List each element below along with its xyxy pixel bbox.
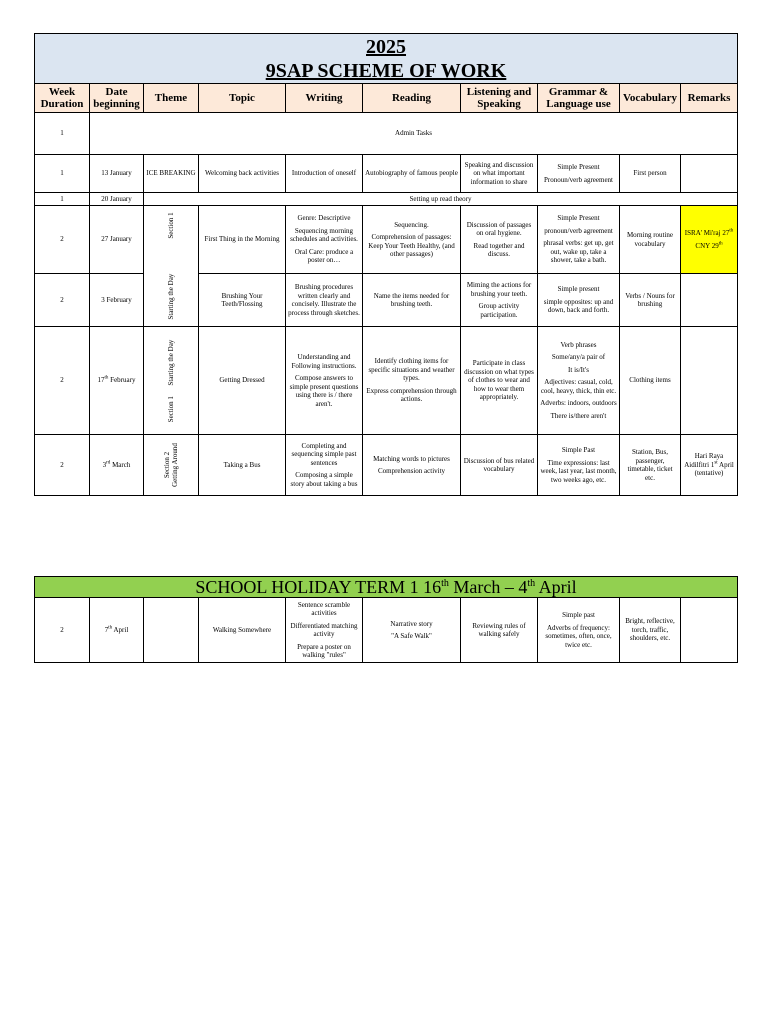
reading-item: "A Safe Walk" bbox=[391, 632, 432, 640]
holiday-text: SCHOOL HOLIDAY TERM 1 16 bbox=[195, 577, 442, 597]
theme-vertical-label bbox=[167, 212, 175, 319]
header-week: Week Duration bbox=[35, 84, 90, 113]
header-row bbox=[35, 84, 738, 113]
vocabulary-cell: Station, Bus, passenger, timetable, ticket etc. bbox=[620, 435, 681, 496]
remark-text: CNY 29 bbox=[695, 241, 719, 250]
date-suffix: rd bbox=[106, 460, 111, 466]
grammar-item: Time expressions: last week, last year, last month, two weeks ago, etc. bbox=[540, 458, 617, 484]
reading-cell: Autobiography of famous people bbox=[363, 155, 461, 193]
reading-item: Identify clothing items for specific situations and weather types. bbox=[368, 357, 455, 383]
vocabulary-cell: Verbs / Nouns for brushing bbox=[620, 274, 681, 327]
grammar-item: Simple Present bbox=[557, 214, 600, 223]
theme-vertical-label bbox=[167, 339, 175, 422]
header-grammar: Grammar & Language use bbox=[538, 84, 620, 113]
table-row bbox=[35, 193, 738, 206]
grammar-item: pronoun/verb agreement bbox=[544, 226, 613, 235]
grammar-item: There is/there aren't bbox=[550, 411, 607, 420]
date-suffix: th bbox=[108, 625, 113, 631]
date-cell: 3 February bbox=[90, 274, 144, 327]
vocabulary-cell: First person bbox=[620, 155, 681, 193]
date-cell bbox=[90, 435, 144, 496]
header-theme: Theme bbox=[144, 84, 199, 113]
remark-sup: st bbox=[714, 460, 718, 466]
holiday-text: April bbox=[535, 577, 577, 597]
writing-item: Prepare a poster on walking "rules" bbox=[297, 642, 351, 659]
topic-cell: Walking Somewhere bbox=[199, 598, 286, 663]
week-cell: 1 bbox=[35, 193, 90, 206]
topic-cell: Taking a Bus bbox=[199, 435, 286, 496]
listening-cell bbox=[461, 274, 538, 327]
theme-section: Section 2 bbox=[163, 451, 171, 479]
writing-item: Composing a simple story about taking a bus bbox=[290, 471, 358, 488]
topic-cell: Welcoming back activities bbox=[199, 155, 286, 193]
listening-cell bbox=[461, 206, 538, 274]
week-cell: 2 bbox=[35, 327, 90, 435]
writing-cell: Introduction of oneself bbox=[286, 155, 363, 193]
grammar-cell bbox=[538, 435, 620, 496]
theme-separator bbox=[167, 387, 175, 394]
grammar-item: Simple present bbox=[557, 285, 600, 294]
theme-separator bbox=[167, 240, 175, 272]
admin-tasks-cell: Admin Tasks bbox=[90, 113, 738, 155]
document-year: 2025 bbox=[366, 35, 407, 58]
grammar-cell bbox=[538, 206, 620, 274]
reading-item: Matching words to pictures bbox=[373, 454, 450, 463]
header-reading: Reading bbox=[363, 84, 461, 113]
listening-item: Miming the actions for brushing your teeth. bbox=[466, 281, 532, 298]
writing-item: Completing and sequencing simple past sentences bbox=[291, 441, 357, 467]
reading-item: Sequencing. bbox=[394, 220, 429, 229]
document-title-cell bbox=[35, 34, 738, 84]
theme-cell bbox=[144, 206, 199, 327]
grammar-item: Verb phrases bbox=[560, 340, 597, 349]
writing-item: Compose answers to simple present questions using there is / there aren't. bbox=[289, 374, 359, 408]
header-writing: Writing bbox=[286, 84, 363, 113]
grammar-item: Adverbs: indoors, outdoors bbox=[540, 399, 617, 408]
writing-cell bbox=[286, 598, 363, 663]
date-cell bbox=[90, 598, 144, 663]
date-day: 7 bbox=[104, 625, 109, 634]
header-topic: Topic bbox=[199, 84, 286, 113]
listening-cell: Discussion of bus related vocabulary bbox=[461, 435, 538, 496]
listening-item: Read together and discuss. bbox=[473, 241, 525, 258]
writing-item: Understanding and Following instructions. bbox=[291, 353, 357, 370]
reading-cell bbox=[363, 206, 461, 274]
grammar-item: Simple Present bbox=[557, 163, 600, 171]
holiday-table bbox=[34, 576, 738, 663]
date-suffix: th bbox=[104, 375, 109, 381]
table-row bbox=[35, 435, 738, 496]
listening-item: Discussion of passages on oral hygiene. bbox=[466, 220, 532, 237]
remarks-cell bbox=[681, 598, 738, 663]
theme-cell bbox=[144, 327, 199, 435]
writing-cell bbox=[286, 327, 363, 435]
topic-cell: Brushing Your Teeth/Flossing bbox=[199, 274, 286, 327]
grammar-item: phrasal verbs: get up, get out, wake up, take a shower, take a bath. bbox=[543, 239, 614, 265]
holiday-sup: th bbox=[527, 578, 536, 589]
writing-cell: Brushing procedures written clearly and concisely. Illustrate the process through sketches. bbox=[286, 274, 363, 327]
writing-cell bbox=[286, 206, 363, 274]
theme-cell: ICE BREAKING bbox=[144, 155, 199, 193]
remark-text: Hari Raya Aidilfitri 1 bbox=[684, 452, 724, 469]
date-month: April bbox=[112, 625, 129, 634]
week-cell: 1 bbox=[35, 155, 90, 193]
remark-sup: th bbox=[718, 241, 723, 247]
remarks-cell bbox=[681, 274, 738, 327]
date-cell: 13 January bbox=[90, 155, 144, 193]
writing-item: Differentiated matching activity bbox=[290, 621, 358, 638]
theme-section: Section 1 bbox=[167, 395, 175, 422]
header-vocabulary: Vocabulary bbox=[620, 84, 681, 113]
theme-name: Starting the Day bbox=[167, 339, 175, 386]
topic-cell: First Thing in the Morning bbox=[199, 206, 286, 274]
table-row bbox=[35, 113, 738, 155]
writing-item: Sentence scramble activities bbox=[297, 600, 351, 617]
writing-item: Sequencing morning schedules and activities. bbox=[290, 226, 358, 244]
week-cell: 2 bbox=[35, 274, 90, 327]
date-month: March bbox=[110, 460, 131, 469]
reading-cell bbox=[363, 327, 461, 435]
remarks-cell bbox=[681, 327, 738, 435]
holiday-text: March – 4 bbox=[448, 577, 528, 597]
grammar-item: simple opposites: up and down, back and forth. bbox=[543, 297, 614, 315]
theme-section: Section 1 bbox=[167, 212, 175, 239]
date-cell: 27 January bbox=[90, 206, 144, 274]
table-row bbox=[35, 206, 738, 274]
table-row bbox=[35, 155, 738, 193]
grammar-item: Some/any/a pair of bbox=[551, 353, 606, 362]
holiday-banner bbox=[35, 577, 738, 598]
remark-text: ISRA' Mi'raj 27 bbox=[684, 229, 730, 237]
remarks-cell bbox=[681, 206, 738, 274]
remark-text: April (tentative) bbox=[694, 460, 734, 478]
date-day: 17 bbox=[97, 376, 105, 385]
vocabulary-cell: Morning routine vocabulary bbox=[620, 206, 681, 274]
remarks-cell bbox=[681, 155, 738, 193]
vocabulary-cell: Clothing items bbox=[620, 327, 681, 435]
holiday-sup: th bbox=[441, 578, 449, 589]
writing-item: Oral Care: produce a poster on… bbox=[294, 247, 354, 265]
grammar-cell bbox=[538, 598, 620, 663]
grammar-item: Simple Past bbox=[561, 446, 596, 454]
theme-name: Starting the Day bbox=[167, 273, 175, 320]
listening-cell: Participate in class discussion on what types of clothes to wear and how to wear them appropriately. bbox=[461, 327, 538, 435]
read-theory-cell: Setting up read theory bbox=[144, 193, 738, 206]
grammar-item: Simple past bbox=[562, 611, 595, 619]
week-cell: 2 bbox=[35, 206, 90, 274]
theme-name: Getting Around bbox=[171, 443, 179, 487]
reading-cell: Name the items needed for brushing teeth. bbox=[363, 274, 461, 327]
writing-item: Genre: Descriptive bbox=[297, 214, 351, 223]
writing-cell bbox=[286, 435, 363, 496]
listening-item: Group activity participation. bbox=[478, 302, 520, 319]
grammar-cell bbox=[538, 155, 620, 193]
listening-cell: Speaking and discussion on what important information to share bbox=[461, 155, 538, 193]
table-row bbox=[35, 274, 738, 327]
grammar-cell bbox=[538, 327, 620, 435]
remark-cny bbox=[683, 242, 735, 251]
table-row bbox=[35, 598, 738, 663]
topic-cell: Getting Dressed bbox=[199, 327, 286, 435]
grammar-cell bbox=[538, 274, 620, 327]
date-day: 3 bbox=[102, 460, 107, 469]
reading-cell bbox=[363, 435, 461, 496]
document-title: 9SAP SCHEME OF WORK bbox=[265, 59, 507, 82]
theme-cell bbox=[144, 598, 199, 663]
week-cell: 1 bbox=[35, 113, 90, 155]
week-cell: 2 bbox=[35, 435, 90, 496]
date-month: February bbox=[108, 376, 136, 385]
date-cell bbox=[90, 327, 144, 435]
reading-item: Comprehension of passages: Keep Your Teeth Healthy, (and other passages) bbox=[368, 233, 455, 258]
reading-cell bbox=[363, 598, 461, 663]
reading-item: Narrative story bbox=[390, 619, 433, 628]
remarks-cell bbox=[681, 435, 738, 496]
reading-item: Comprehension activity bbox=[377, 467, 446, 475]
date-cell: 20 January bbox=[90, 193, 144, 206]
reading-item: Express comprehension through actions. bbox=[366, 386, 457, 404]
grammar-item: Pronoun/verb agreement bbox=[543, 175, 613, 184]
listening-cell: Reviewing rules of walking safely bbox=[461, 598, 538, 663]
theme-cell bbox=[144, 435, 199, 496]
theme-vertical-label bbox=[163, 443, 179, 487]
vocabulary-cell: Bright, reflective, torch, traffic, shoulders, etc. bbox=[620, 598, 681, 663]
scheme-of-work-table bbox=[34, 33, 738, 496]
remark-isra bbox=[683, 229, 735, 238]
header-date: Date beginning bbox=[90, 84, 144, 113]
grammar-item: Adverbs of frequency: sometimes, often, once, twice etc. bbox=[545, 623, 612, 649]
header-remarks: Remarks bbox=[681, 84, 738, 113]
header-listening: Listening and Speaking bbox=[461, 84, 538, 113]
grammar-item: Adjectives: casual, cold, cool, heavy, thick, thin etc. bbox=[540, 378, 617, 395]
table-row bbox=[35, 327, 738, 435]
grammar-item: It is/It's bbox=[568, 365, 589, 374]
week-cell: 2 bbox=[35, 598, 90, 663]
remark-sup: th bbox=[729, 228, 734, 234]
